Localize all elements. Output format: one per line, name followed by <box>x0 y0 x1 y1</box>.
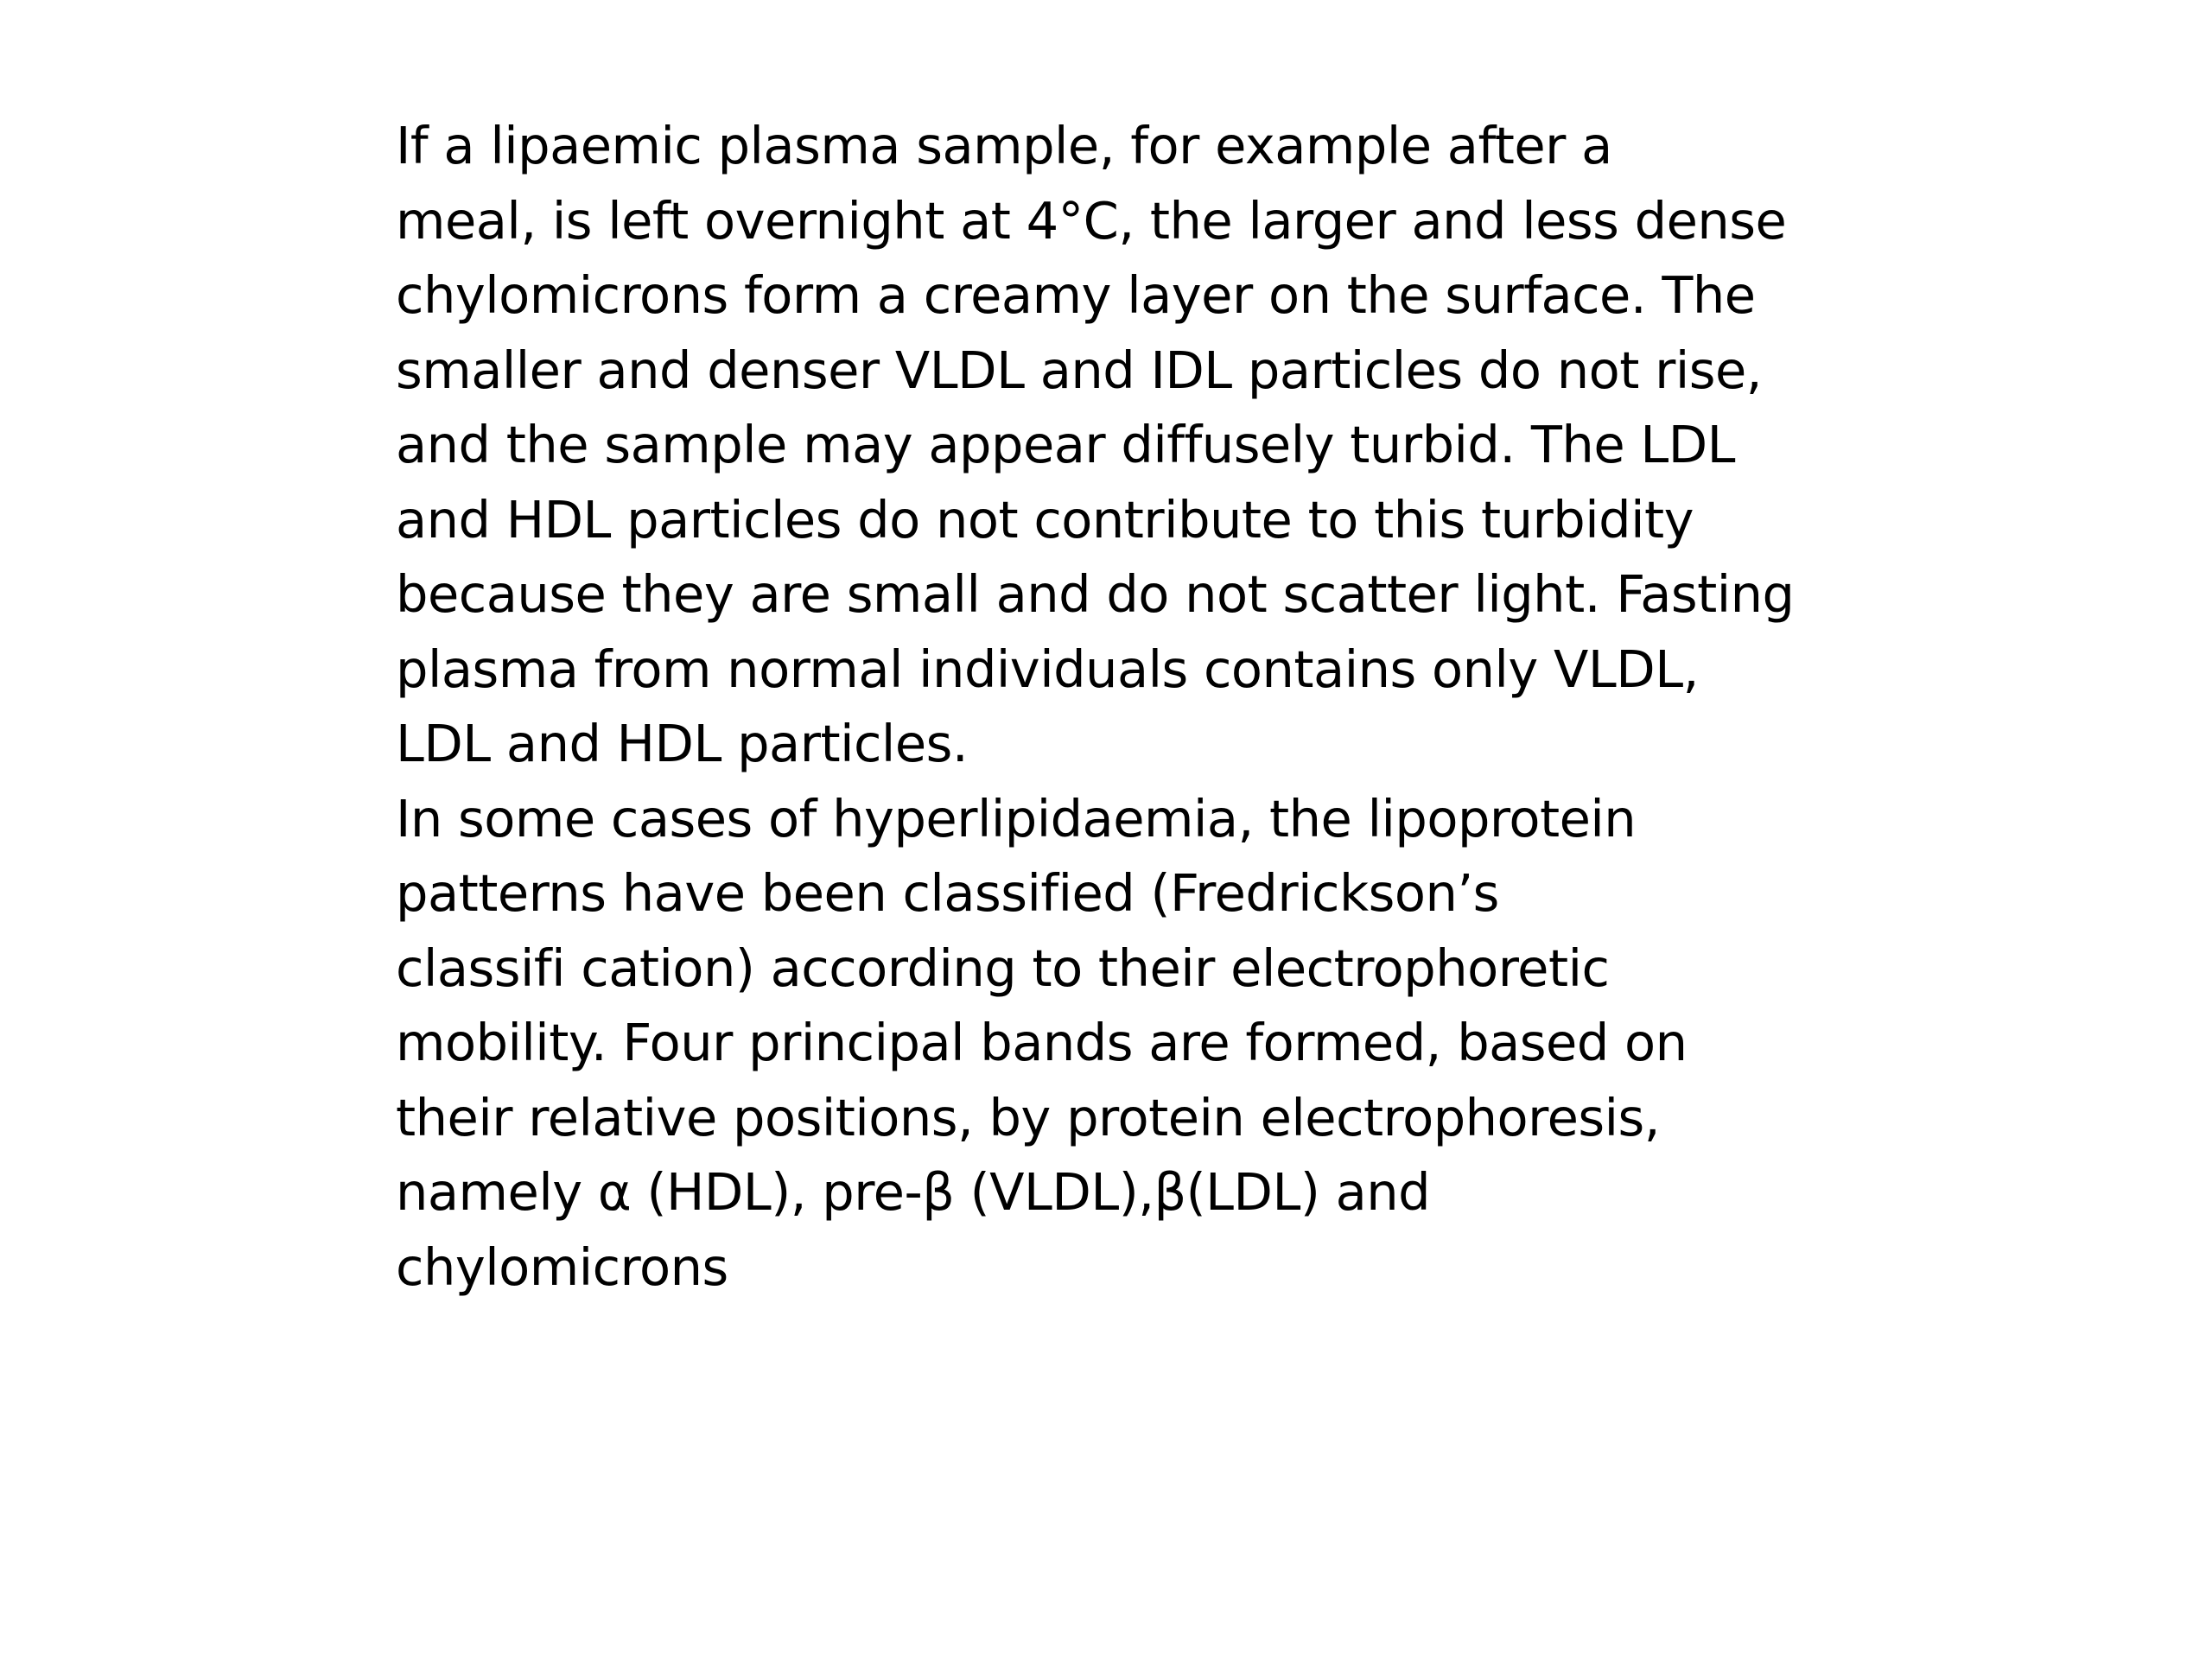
text-line: their relative positions, by protein electrophoresis, <box>396 1087 1661 1147</box>
slide-body-text <box>396 109 1865 1305</box>
text-line: plasma from normal individuals contains only VLDL, <box>396 639 1699 699</box>
text-line: and the sample may appear diffusely turbid. The LDL <box>396 415 1736 474</box>
text-line: LDL and HDL particles. <box>396 714 969 773</box>
text-line: namely α (HDL), pre-β (VLDL),β(LDL) and <box>396 1162 1431 1222</box>
text-line: mobility. Four principal bands are formed, based on <box>396 1013 1688 1072</box>
text-line: If a lipaemic plasma sample, for example after a <box>396 116 1612 175</box>
text-line: and HDL particles do not contribute to this turbidity <box>396 489 1694 550</box>
text-line: meal, is left overnight at 4°C, the larger and less dense <box>396 190 1787 251</box>
text-line: chylomicrons form a creamy layer on the surface. The <box>396 265 1756 325</box>
text-line: In some cases of hyperlipidaemia, the lipoprotein <box>396 788 1637 849</box>
text-line: smaller and denser VLDL and IDL particles do not rise, <box>396 340 1763 400</box>
text-line: chylomicrons <box>396 1236 728 1297</box>
text-line: patterns have been classified (Fredrickson’s <box>396 863 1499 923</box>
text-line: because they are small and do not scatter light. Fasting <box>396 564 1795 624</box>
text-line: classifi cation) according to their electrophoretic <box>396 938 1610 998</box>
